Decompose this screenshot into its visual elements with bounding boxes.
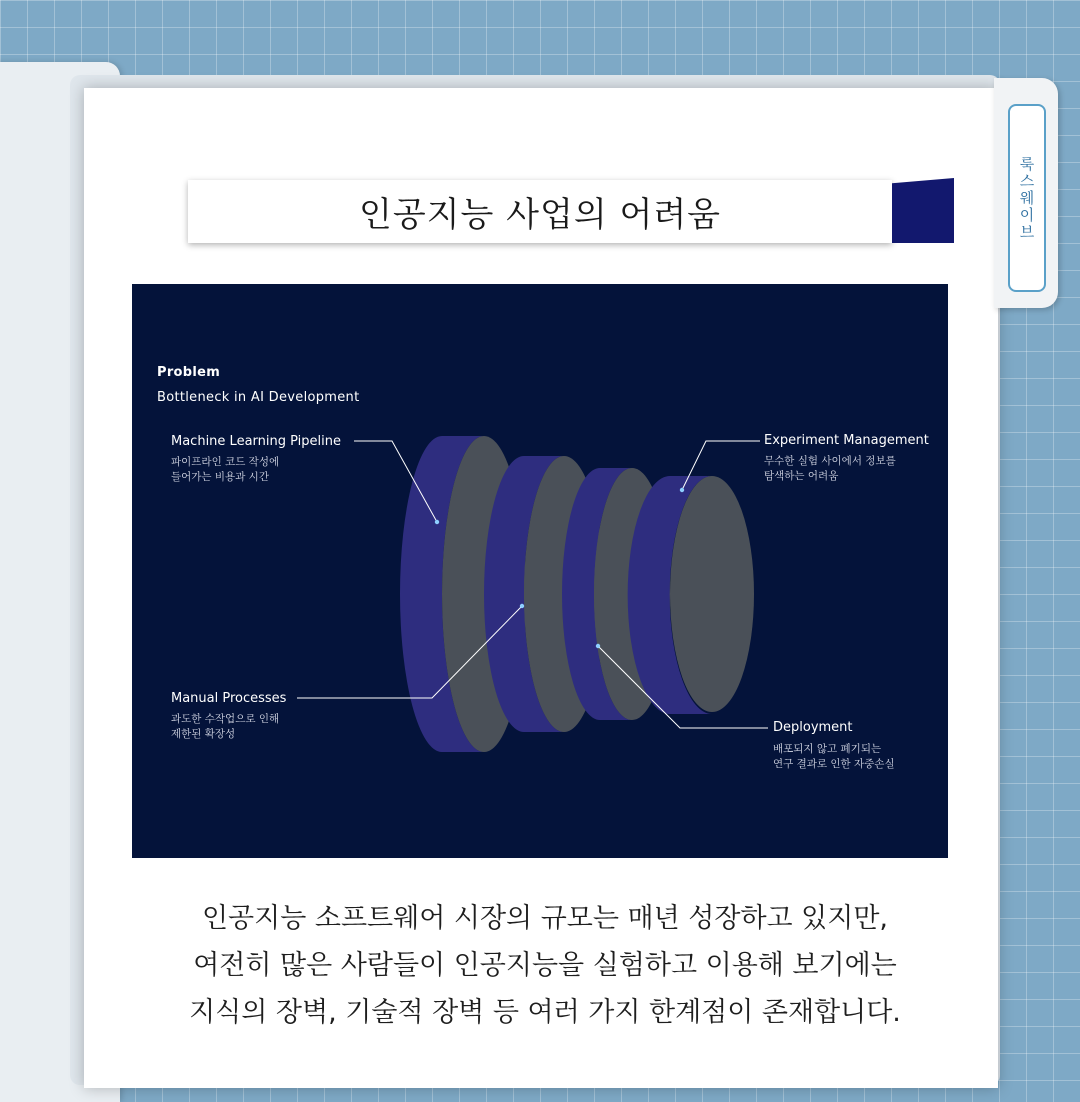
label-deployment: Deployment	[773, 720, 853, 735]
desc-manual-processes: 과도한 수작업으로 인해 제한된 확장성	[171, 713, 280, 740]
label-machine-learning-pipeline: Machine Learning Pipeline	[171, 434, 341, 449]
title-accent	[892, 178, 954, 243]
desc-experiment-management: 무수한 실험 사이에서 정보를 탐색하는 어려움	[764, 455, 896, 482]
cylinder-4	[628, 476, 754, 714]
bottleneck-diagram	[132, 284, 948, 858]
desc-deployment: 배포되지 않고 폐기되는 연구 결과로 인한 자중손실	[773, 743, 895, 770]
desc-machine-learning-pipeline: 파이프라인 코드 작성에 들어가는 비용과 시간	[171, 456, 280, 483]
page-title: 인공지능 사업의 어려움	[358, 195, 722, 235]
diagram-subheading: Bottleneck in AI Development	[157, 390, 360, 405]
diagram-heading: Problem	[157, 365, 221, 380]
brand-tab-label: 룩스웨이브	[1017, 155, 1036, 241]
body-paragraph: 인공지능 소프트웨어 시장의 규모는 매년 성장하고 있지만, 여전히 많은 사람들이 인공지능을 실험하고 이용해 보기에는 지식의 장벽, 기술적 장벽 등 여러 가지 한계점이 존재합니다.	[189, 903, 901, 1028]
label-manual-processes: Manual Processes	[171, 691, 287, 706]
title-box	[188, 180, 892, 243]
label-experiment-management: Experiment Management	[764, 433, 929, 448]
